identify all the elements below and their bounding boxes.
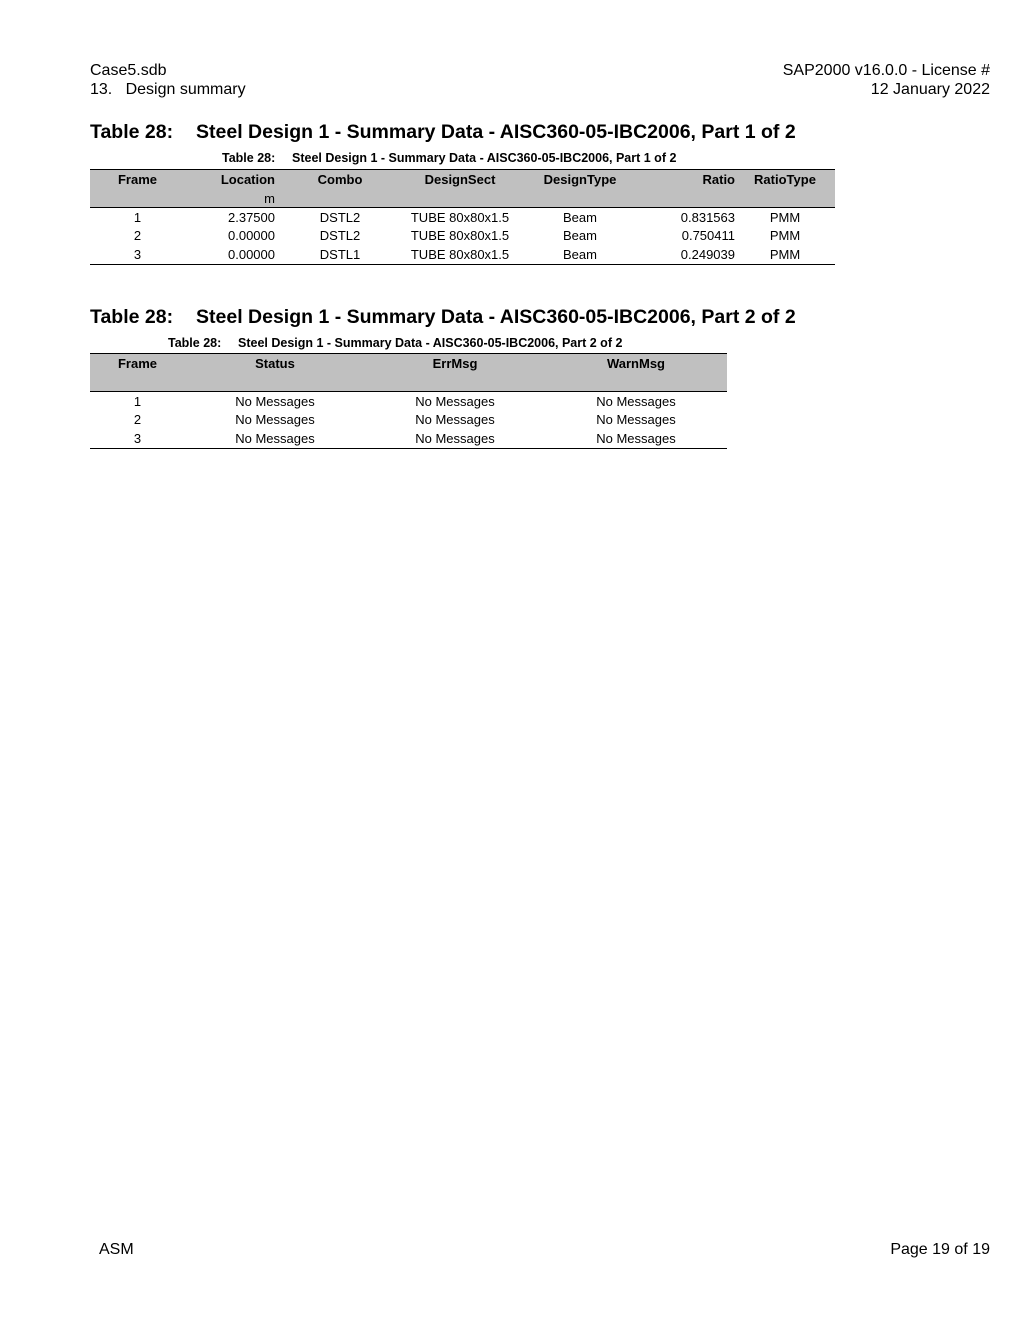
section-heading: 13. Design summary [90, 81, 246, 98]
cell-combo: DSTL2 [319, 209, 361, 225]
table-row [90, 208, 835, 227]
table-caption-text: Steel Design 1 - Summary Data - AISC360-05-IBC2006, Part 1 of 2 [292, 151, 677, 165]
cell-combo: DSTL1 [275, 245, 405, 264]
cell-errmsg: No Messages [415, 393, 495, 409]
cell-designtype: Beam [563, 228, 597, 244]
unit-cell [90, 373, 185, 392]
page-of-label: of [954, 1241, 968, 1258]
cell-designsect: TUBE 80x80x1.5 [410, 209, 510, 225]
cell-designsect: TUBE 80x80x1.5 [410, 228, 510, 244]
cell-status: No Messages [235, 412, 315, 428]
cell-frame: 1 [133, 209, 142, 225]
unit-designtype [515, 189, 645, 208]
cell-errmsg: No Messages [415, 412, 495, 428]
unit-location: m [185, 189, 275, 208]
page-current: 19 [932, 1241, 950, 1258]
col-header-status: Status [185, 354, 365, 374]
unit-cell [365, 373, 545, 392]
col-header-designtype: DesignType [515, 170, 645, 190]
table-row [90, 245, 835, 264]
cell-warnmsg: No Messages [596, 393, 676, 409]
software-license: SAP2000 v16.0.0 - License # [782, 62, 990, 79]
file-name: Case5.sdb [90, 62, 167, 79]
cell-ratio: 0.831563 [680, 209, 735, 225]
table-caption-part1 [222, 151, 676, 165]
table-title-part2 [90, 306, 796, 329]
table-row [90, 392, 727, 411]
unit-combo [275, 189, 405, 208]
unit-designsect [405, 189, 515, 208]
summary-table-part2 [90, 353, 727, 449]
table-title-part1 [90, 121, 796, 144]
table-row [90, 411, 727, 430]
cell-status: No Messages [185, 429, 365, 448]
table-title-text: Steel Design 1 - Summary Data - AISC360-05-IBC2006, Part 2 of 2 [196, 306, 796, 328]
table-title-number: Table 28: [90, 306, 174, 328]
table-caption-number: Table 28: [222, 151, 276, 165]
unit-cell [545, 373, 727, 392]
table-title-text: Steel Design 1 - Summary Data - AISC360-05-IBC2006, Part 1 of 2 [196, 121, 796, 143]
cell-designtype: Beam [515, 245, 645, 264]
table-caption-part2 [168, 336, 622, 350]
cell-ratiotype: PMM [769, 228, 801, 244]
cell-frame: 2 [133, 228, 142, 244]
cell-frame: 1 [133, 393, 142, 409]
col-header-location: Location [185, 170, 275, 190]
cell-ratiotype: PMM [735, 245, 835, 264]
page-number [890, 1241, 990, 1259]
header-row [90, 354, 727, 374]
header-row [90, 170, 835, 190]
col-header-warnmsg: WarnMsg [545, 354, 727, 374]
col-header-designsect: DesignSect [405, 170, 515, 190]
cell-ratio: 0.750411 [681, 228, 735, 244]
table-caption-text: Steel Design 1 - Summary Data - AISC360-05-IBC2006, Part 2 of 2 [238, 336, 623, 350]
cell-location: 0.00000 [185, 245, 275, 264]
cell-status: No Messages [235, 393, 315, 409]
report-date: 12 January 2022 [870, 81, 990, 98]
summary-table-part1 [90, 169, 835, 265]
unit-ratiotype [735, 189, 835, 208]
col-header-errmsg: ErrMsg [365, 354, 545, 374]
cell-errmsg: No Messages [365, 429, 545, 448]
table-row [90, 429, 727, 448]
col-header-ratio: Ratio [645, 170, 735, 190]
cell-combo: DSTL2 [319, 228, 361, 244]
col-header-frame: Frame [90, 354, 185, 374]
cell-frame: 2 [133, 412, 142, 428]
cell-ratiotype: PMM [769, 209, 801, 225]
cell-frame: 3 [90, 245, 185, 264]
table-title-number: Table 28: [90, 121, 174, 143]
col-header-combo: Combo [275, 170, 405, 190]
page-label: Page [890, 1241, 928, 1258]
unit-cell [185, 373, 365, 392]
units-row [90, 189, 835, 208]
cell-ratio: 0.249039 [645, 245, 735, 264]
cell-designtype: Beam [563, 209, 597, 225]
unit-ratio [645, 189, 735, 208]
cell-location: 2.37500 [228, 209, 275, 225]
table-row [90, 227, 835, 246]
cell-warnmsg: No Messages [596, 412, 676, 428]
units-row [90, 373, 727, 392]
col-header-ratiotype: RatioType [735, 170, 835, 190]
page-total: 19 [972, 1241, 990, 1258]
footer-left: ASM [99, 1241, 134, 1258]
table-caption-number: Table 28: [168, 336, 222, 350]
col-header-frame: Frame [90, 170, 185, 190]
cell-location: 0.00000 [228, 228, 275, 244]
cell-warnmsg: No Messages [545, 429, 727, 448]
unit-frame [90, 189, 185, 208]
cell-frame: 3 [90, 429, 185, 448]
cell-designsect: TUBE 80x80x1.5 [405, 245, 515, 264]
